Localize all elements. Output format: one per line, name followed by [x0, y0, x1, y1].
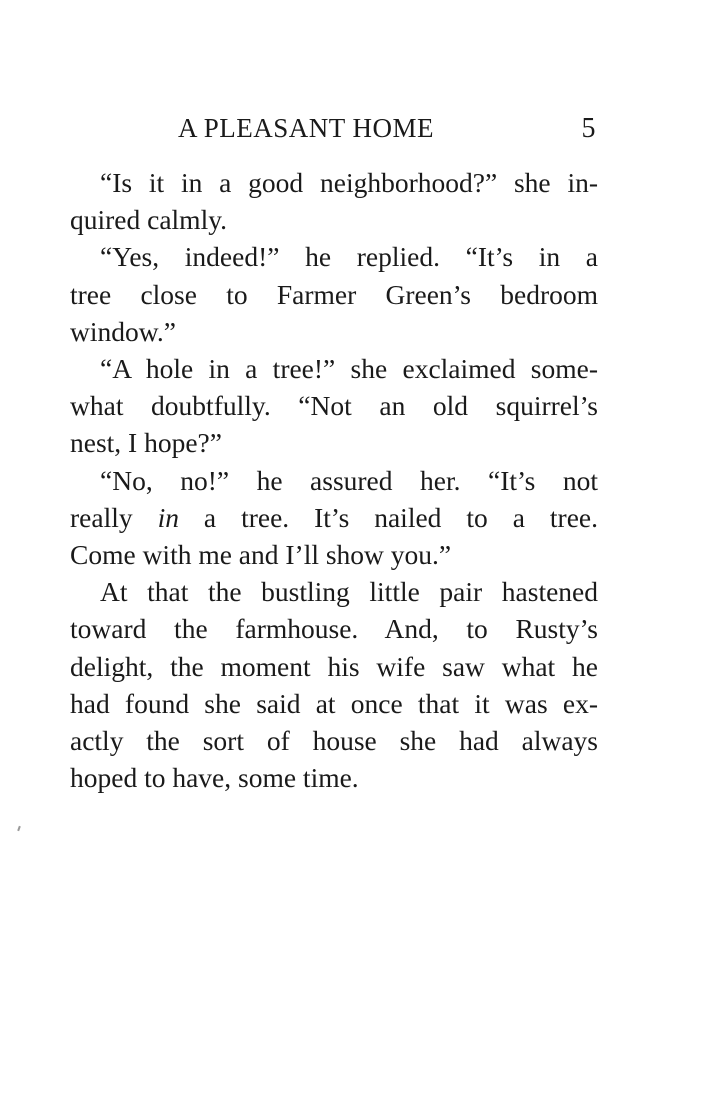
paragraph	[70, 462, 598, 574]
text-line: quired calmly.	[70, 204, 228, 236]
text-run: Come with me and I’ll show you.”	[70, 539, 452, 571]
running-title: A PLEASANT HOME	[178, 113, 435, 143]
text-run: really	[70, 501, 158, 533]
text-line: tree close to Farmer Green’s bedroom	[70, 278, 598, 310]
ink-speck	[17, 826, 21, 831]
body-text	[70, 164, 598, 796]
text-line: window.”	[70, 315, 176, 347]
text-line	[70, 536, 598, 573]
page-number: 5	[581, 113, 596, 144]
text-line: what doubtfully. “Not an old squirrel’s	[70, 390, 598, 422]
text-run: “No, no!” he assured her. “It’s not	[100, 464, 598, 496]
text-line: nest, I hope?”	[70, 427, 222, 459]
text-line: “Yes, indeed!” he replied. “It’s in a	[100, 241, 598, 273]
paragraph	[70, 350, 598, 462]
text-line	[70, 462, 598, 499]
text-line: “Is it in a good neighborhood?” she in-	[100, 167, 598, 198]
paragraph	[70, 238, 598, 350]
text-line: “A hole in a tree!” she exclaimed some-	[100, 353, 598, 385]
text-line: had found she said at once that it was ex-	[70, 687, 598, 719]
text-line	[70, 499, 598, 536]
text-line: delight, the moment his wife saw what he	[70, 650, 598, 682]
paragraph	[70, 164, 598, 238]
text-line: actly the sort of house she had always	[70, 725, 598, 757]
text-line: At that the bustling little pair hastened	[100, 576, 598, 608]
running-head	[70, 113, 600, 153]
text-line: hoped to have, some time.	[70, 762, 359, 794]
italic-word: in	[157, 501, 179, 533]
text-run: a tree. It’s nailed to a tree.	[178, 501, 598, 533]
text-line: toward the farmhouse. And, to Rusty’s	[70, 613, 598, 645]
paragraph	[70, 573, 598, 796]
